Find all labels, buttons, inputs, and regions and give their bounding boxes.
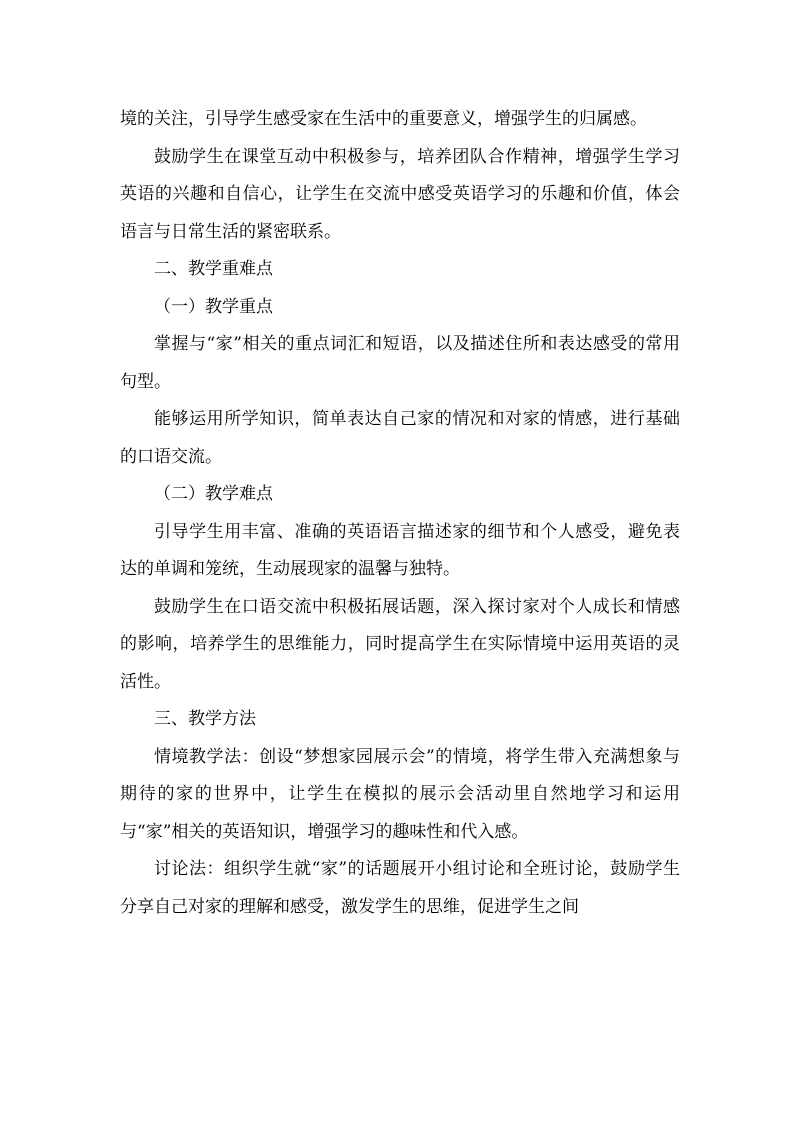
paragraph-apply-knowledge: 能够运用所学知识，简单表达自己家的情况和对家的情感，进行基础的口语交流。 — [120, 409, 680, 467]
paragraph-continuation: 境的关注，引导学生感受家在生活中的重要意义，增强学生的归属感。 — [120, 109, 647, 129]
paragraph-situational-teaching: 情境教学法：创设“梦想家园展示会”的情境，将学生带入充满想象与期待的家的世界中，让学生在模拟的展示会活动里自然地学习和运用与“家”相关的英语知识，增强学习的趣味性和代入感。 — [120, 746, 680, 842]
paragraph-expand-topics: 鼓励学生在口语交流中积极拓展话题，深入探讨家对个人成长和情感的影响，培养学生的思维能力，同时提高学生在实际情境中运用英语的灵活性。 — [120, 596, 680, 692]
subheading-teaching-focus: （一）教学重点 — [154, 296, 273, 317]
paragraph-discussion-method: 讨论法：组织学生就“家”的话题展开小组讨论和全班讨论，鼓励学生分享自己对家的理解和感受，激发学生的思维，促进学生之间 — [120, 859, 680, 917]
section-heading-teaching-methods: 三、教学方法 — [154, 709, 256, 729]
paragraph-master-vocabulary: 掌握与“家”相关的重点词汇和短语，以及描述住所和表达感受的常用句型。 — [120, 334, 680, 392]
document-body — [120, 101, 680, 926]
subheading-teaching-difficulty: （二）教学难点 — [154, 484, 273, 504]
paragraph-encourage-participation: 鼓励学生在课堂互动中积极参与，培养团队合作精神，增强学生学习英语的兴趣和自信心，让学生在交流中感受英语学习的乐趣和价值，体会语言与日常生活的紧密联系。 — [120, 146, 680, 242]
paragraph-rich-description: 引导学生用丰富、准确的英语语言描述家的细节和个人感受，避免表达的单调和笼统，生动展现家的温馨与独特。 — [120, 521, 680, 579]
section-heading-key-difficult-points: 二、教学重难点 — [154, 259, 273, 279]
